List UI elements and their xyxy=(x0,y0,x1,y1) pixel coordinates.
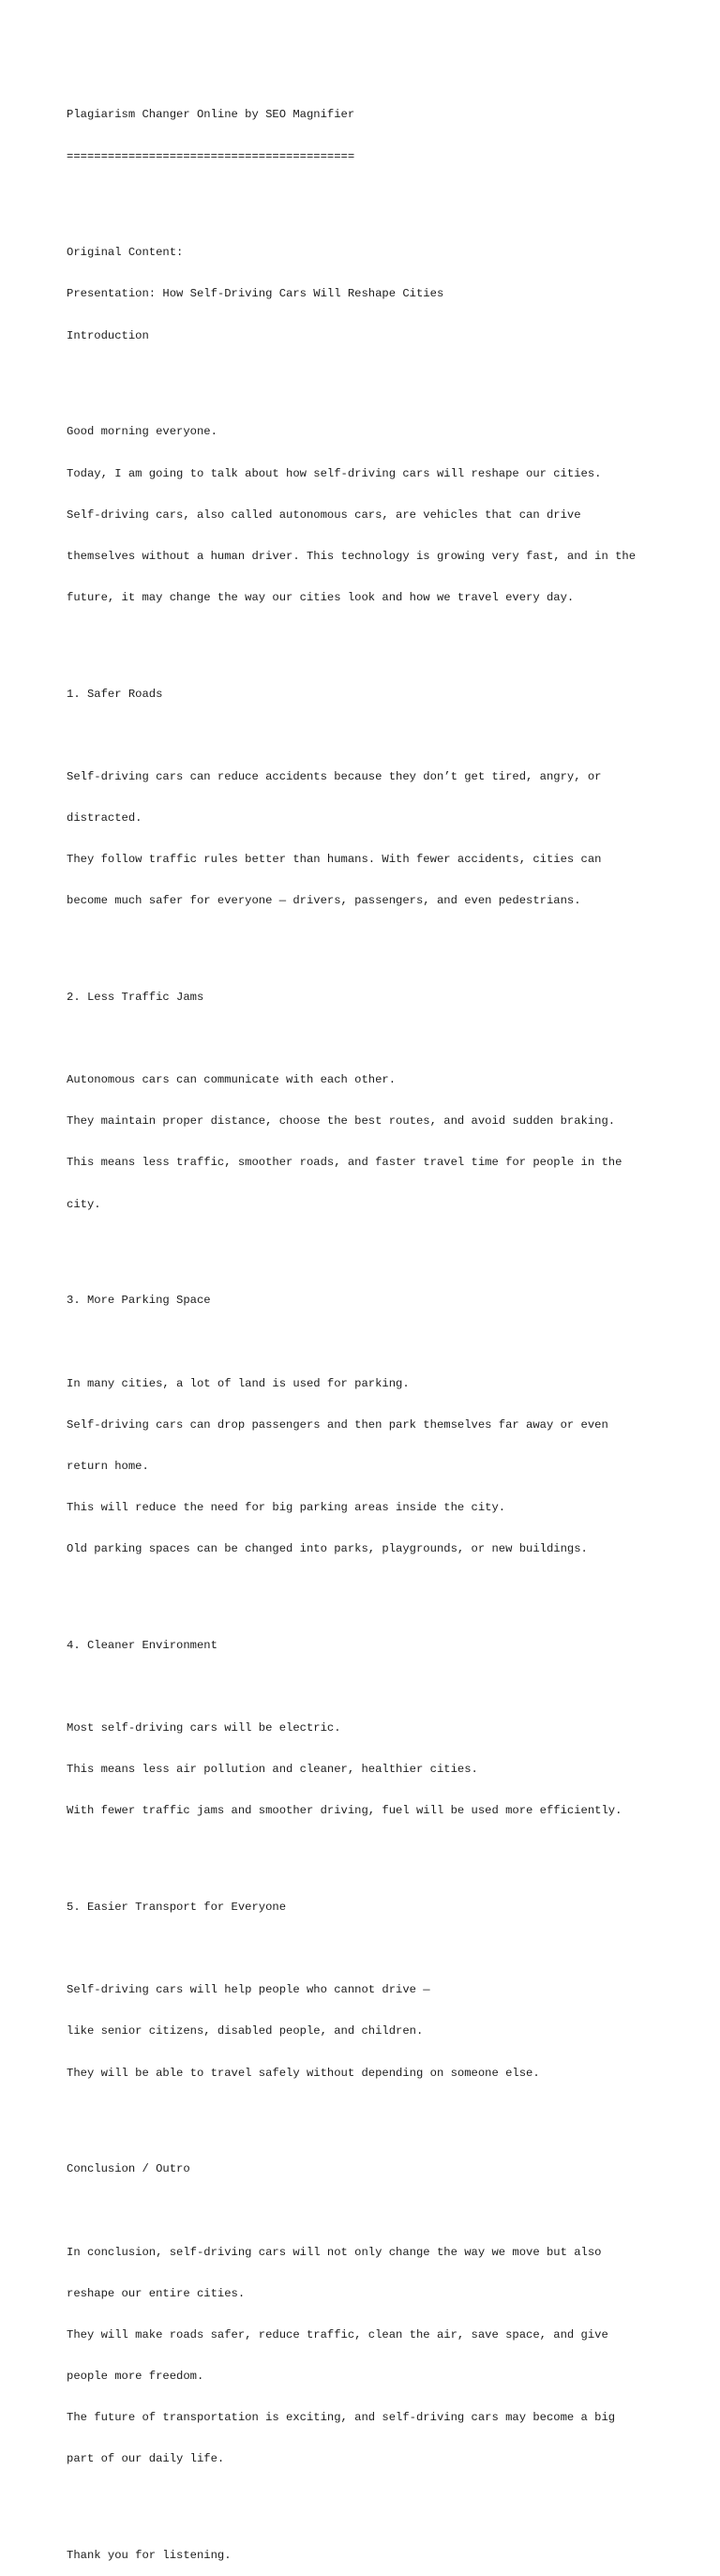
section-line: With fewer traffic jams and smoother driving, fuel will be used more efficiently. xyxy=(67,1804,622,1818)
section-line: This means less traffic, smoother roads, and faster travel time for people in the xyxy=(67,1156,622,1170)
section-line: The future of transportation is exciting, and self-driving cars may become a big xyxy=(67,2411,616,2424)
section-line: They maintain proper distance, choose the best routes, and avoid sudden braking. xyxy=(67,1114,616,1129)
blank-line xyxy=(67,371,685,385)
section-line: They follow traffic rules better than humans. With fewer accidents, cities can xyxy=(67,853,602,867)
closing-line: Thank you for listening. xyxy=(67,2548,232,2562)
blank-line xyxy=(67,1680,685,1694)
blank-line xyxy=(67,2493,685,2508)
blank-line xyxy=(67,729,685,743)
presentation-title: Presentation: How Self-Driving Cars Will Reshape Cities xyxy=(67,287,444,301)
section-line: In many cities, a lot of land is used for parking. xyxy=(67,1376,410,1390)
section-line: Self-driving cars will help people who cannot drive — xyxy=(67,1983,430,1997)
section-line: This will reduce the need for big parking areas inside the city. xyxy=(67,1500,506,1514)
intro-line: future, it may change the way our cities look and how we travel every day. xyxy=(67,590,575,604)
section-line: distracted. xyxy=(67,811,142,826)
section-heading-easier-transport: 5. Easier Transport for Everyone xyxy=(67,1901,287,1915)
blank-line xyxy=(67,2205,685,2219)
section-line: Old parking spaces can be changed into parks, playgrounds, or new buildings. xyxy=(67,1542,588,1556)
section-heading-less-traffic: 2. Less Traffic Jams xyxy=(67,991,204,1005)
blank-line xyxy=(67,1239,685,1253)
blank-line xyxy=(67,1583,685,1598)
section-line: like senior citizens, disabled people, and children. xyxy=(67,2024,424,2038)
blank-line xyxy=(67,1942,685,1956)
section-line: Self-driving cars can reduce accidents because they don’t get tired, angry, or xyxy=(67,769,602,783)
section-heading-cleaner-environment: 4. Cleaner Environment xyxy=(67,1638,218,1652)
document-page xyxy=(67,81,685,2576)
section-line: part of our daily life. xyxy=(67,2452,225,2466)
blank-line xyxy=(67,1032,685,1046)
section-line: return home. xyxy=(67,1459,149,1473)
blank-line xyxy=(67,632,685,646)
section-heading-parking-space: 3. More Parking Space xyxy=(67,1294,211,1308)
intro-line: themselves without a human driver. This technology is growing very fast, and in the xyxy=(67,549,637,563)
blank-line xyxy=(67,2108,685,2122)
original-content-label: Original Content: xyxy=(67,246,184,260)
section-line: Autonomous cars can communicate with each other. xyxy=(67,1073,397,1087)
blank-line xyxy=(67,191,685,205)
section-line: This means less air pollution and cleaner, healthier cities. xyxy=(67,1763,478,1777)
document-title: Plagiarism Changer Online by SEO Magnifier xyxy=(67,108,355,122)
title-underline: ========================================== xyxy=(67,149,355,163)
section-line: They will be able to travel safely without depending on someone else. xyxy=(67,2066,540,2080)
blank-line xyxy=(67,1845,685,1859)
section-line: become much safer for everyone — drivers, passengers, and even pedestrians. xyxy=(67,894,581,908)
blank-line xyxy=(67,1336,685,1350)
section-line: Self-driving cars can drop passengers and then park themselves far away or even xyxy=(67,1417,608,1432)
introduction-heading: Introduction xyxy=(67,328,149,342)
section-heading-safer-roads: 1. Safer Roads xyxy=(67,687,163,701)
section-line: reshape our entire cities. xyxy=(67,2286,246,2300)
section-line: city. xyxy=(67,1197,101,1211)
section-line: Most self-driving cars will be electric. xyxy=(67,1721,341,1735)
section-heading-conclusion: Conclusion / Outro xyxy=(67,2162,190,2176)
intro-line: Good morning everyone. xyxy=(67,425,218,439)
section-line: people more freedom. xyxy=(67,2369,204,2383)
intro-line: Today, I am going to talk about how self-driving cars will reshape our cities. xyxy=(67,466,602,480)
section-line: They will make roads safer, reduce traffic, clean the air, save space, and give xyxy=(67,2327,608,2341)
section-line: In conclusion, self-driving cars will not only change the way we move but also xyxy=(67,2245,602,2259)
intro-line: Self-driving cars, also called autonomous cars, are vehicles that can drive xyxy=(67,508,581,522)
blank-line xyxy=(67,935,685,949)
